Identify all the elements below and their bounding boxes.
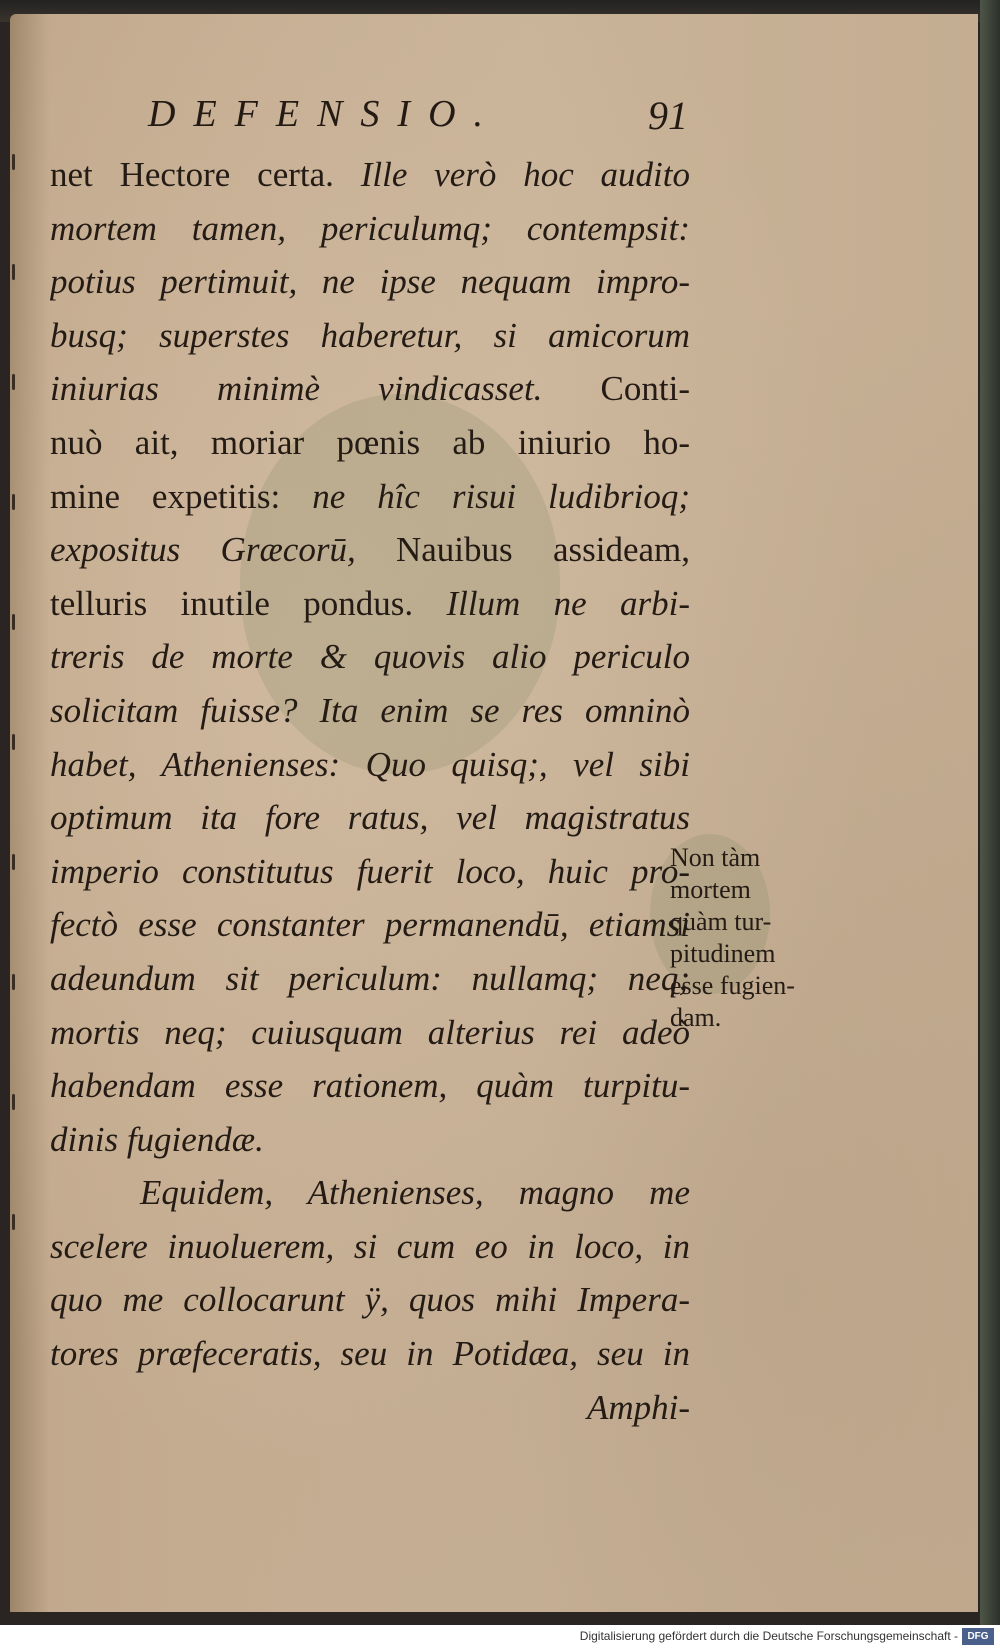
text-line — [50, 845, 690, 899]
text-line — [50, 309, 690, 363]
text-segment: nuò ait, moriar pœnis ab iniurio ho- — [50, 422, 690, 462]
book-fore-edge — [980, 0, 1000, 1649]
text-segment: busq; superstes haberetur, si amicorum — [50, 315, 690, 355]
dfg-logo: DFG — [962, 1628, 994, 1645]
text-segment: potius pertimuit, ne ipse nequam impro- — [50, 262, 690, 302]
digitization-footer — [0, 1625, 1000, 1649]
text-line — [50, 577, 690, 631]
text-line — [50, 738, 690, 792]
text-segment: Ille verò hoc audito — [360, 155, 690, 194]
text-segment: mine expetitis: — [50, 476, 313, 516]
running-title: DEFENSIO. — [148, 93, 502, 135]
text-line — [50, 630, 690, 684]
text-segment: adeundum sit periculum: nullamq; neq; — [50, 958, 690, 998]
text-segment: Conti- — [600, 369, 690, 409]
text-segment: dinis fugiendæ. — [50, 1119, 264, 1159]
text-line — [50, 1381, 690, 1435]
text-line — [50, 1166, 690, 1220]
main-text-block — [50, 148, 690, 1434]
text-segment: habendam esse rationem, quàm turpitu- — [50, 1066, 690, 1106]
text-line — [50, 1327, 690, 1381]
page-number: 91 — [648, 93, 688, 138]
text-segment: mortem tamen, periculumq; contempsit: — [50, 208, 690, 248]
marginal-note-line: dam. — [670, 1003, 722, 1032]
text-line — [50, 1059, 690, 1113]
text-line — [50, 470, 690, 524]
text-segment: telluris inutile pondus. — [50, 583, 447, 623]
marginal-note-line: Non tàm — [670, 843, 761, 872]
text-line — [50, 1006, 690, 1060]
text-segment: quo me collocarunt ÿ, quos mihi Impera- — [50, 1280, 690, 1320]
marginal-note-line: mortem — [670, 875, 751, 904]
marginal-note — [670, 842, 850, 1034]
text-line — [50, 416, 690, 470]
text-segment: imperio constitutus fuerit loco, huic pro- — [50, 851, 690, 891]
text-segment: tores præfeceratis, seu in Potidæa, seu in — [50, 1334, 690, 1374]
text-segment: ne hîc risui ludibrioq; — [312, 476, 690, 516]
text-line — [50, 1113, 690, 1167]
text-line — [50, 255, 690, 309]
text-segment: Equidem, Athenienses, magno me — [140, 1173, 690, 1213]
text-segment: Amphi- — [586, 1387, 690, 1427]
text-segment: habet, Athenienses: Quo quisq;, vel sibi — [50, 744, 690, 784]
gutter-binding-marks — [10, 74, 24, 1374]
marginal-note-line: quàm tur- — [670, 907, 772, 936]
footer-credit-text: Digitalisierung gefördert durch die Deutsche Forschungsgemeinschaft - — [579, 1629, 958, 1643]
text-line — [50, 362, 690, 416]
text-segment: iniurias minimè vindicasset. — [50, 369, 601, 409]
text-line — [50, 523, 690, 577]
text-line — [50, 791, 690, 845]
text-line — [50, 1220, 690, 1274]
marginal-note-line: esse fugien- — [670, 971, 795, 1000]
text-segment: scelere inuoluerem, si cum eo in loco, in — [50, 1226, 690, 1266]
text-segment: fectò esse constanter permanendū, etiamsi — [50, 905, 690, 945]
text-line — [50, 898, 690, 952]
text-line — [50, 202, 690, 256]
text-segment: optimum ita fore ratus, vel magistratus — [50, 798, 690, 838]
text-segment: mortis neq; cuiusquam alterius rei adeò — [50, 1012, 690, 1052]
text-line — [50, 684, 690, 738]
text-segment: Illum ne arbi- — [446, 583, 690, 623]
page-header — [148, 92, 688, 142]
text-line — [50, 148, 690, 202]
text-line — [50, 1273, 690, 1327]
text-segment: Nauibus assideam, — [396, 530, 690, 570]
text-segment: net Hectore certa. — [50, 155, 361, 194]
text-segment: expositus Græcorū, — [50, 530, 396, 570]
text-line — [50, 952, 690, 1006]
text-segment: solicitam fuisse? Ita enim se res omninò — [50, 690, 690, 730]
marginal-note-line: pitudinem — [670, 939, 776, 968]
text-segment: treris de morte & quovis alio periculo — [50, 637, 690, 677]
